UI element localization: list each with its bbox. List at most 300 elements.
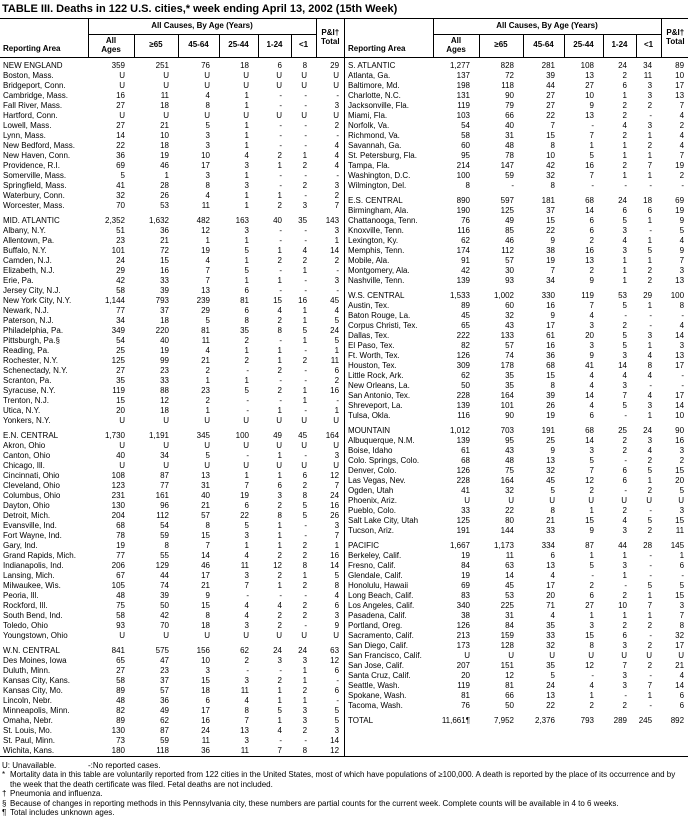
- value-cell: 27: [585, 80, 594, 90]
- value-cell: 7: [679, 150, 685, 160]
- value-cell: -: [336, 285, 340, 295]
- value-cell: 2: [302, 610, 308, 620]
- value-cell: 19: [546, 255, 555, 265]
- reporting-area-cell: Norfolk, Va.: [348, 120, 390, 130]
- value-cell: 24: [546, 680, 555, 690]
- value-cell: U: [508, 495, 514, 505]
- value-cell: 3: [679, 445, 685, 455]
- value-cell: 2: [277, 315, 282, 325]
- value-cell: 24: [116, 255, 125, 265]
- reporting-area-cell: Cambridge, Mass.: [3, 90, 68, 100]
- value-cell: 17: [201, 570, 210, 580]
- value-cell: 1: [244, 100, 249, 110]
- value-cell: 40: [273, 215, 282, 225]
- reporting-area-cell: Akron, Ohio: [3, 440, 46, 450]
- reporting-area-cell: San Francisco, Calif.: [348, 650, 422, 660]
- value-cell: 3: [589, 320, 594, 330]
- value-cell: 21: [201, 355, 210, 365]
- value-cell: U: [119, 440, 125, 450]
- value-cell: 7: [622, 390, 627, 400]
- value-cell: 2: [205, 365, 210, 375]
- value-cell: 62: [461, 235, 470, 245]
- value-cell: 8: [302, 60, 308, 70]
- value-cell: 27: [116, 120, 125, 130]
- value-cell: 1: [277, 245, 282, 255]
- city-row: [345, 526, 688, 536]
- value-cell: 15: [201, 600, 210, 610]
- col-header-under1: <1: [291, 34, 316, 57]
- value-cell: 81: [505, 680, 514, 690]
- value-cell: 5: [334, 315, 340, 325]
- table-header-left: [0, 19, 344, 57]
- value-cell: 2: [622, 505, 627, 515]
- city-row: [345, 351, 688, 361]
- legend-unavailable: U: Unavailable.: [2, 760, 57, 770]
- value-cell: 78: [505, 150, 514, 160]
- value-cell: 51: [116, 225, 125, 235]
- value-cell: 33: [546, 525, 555, 535]
- value-cell: 40: [505, 120, 514, 130]
- value-cell: 7,952: [493, 715, 514, 725]
- value-cell: 14: [330, 735, 340, 745]
- value-cell: 10: [585, 90, 594, 100]
- value-cell: -: [649, 110, 653, 120]
- value-cell: 2: [334, 190, 340, 200]
- value-cell: U: [204, 460, 210, 470]
- value-cell: 17: [675, 390, 685, 400]
- value-cell: 1: [622, 265, 627, 275]
- value-cell: 27: [116, 365, 125, 375]
- value-cell: 15: [675, 515, 685, 525]
- reporting-area-cell: Long Beach, Calif.: [348, 590, 414, 600]
- value-cell: U: [204, 415, 210, 425]
- value-cell: 8: [164, 540, 169, 550]
- value-cell: 2,376: [534, 715, 555, 725]
- value-cell: 4: [679, 235, 685, 245]
- reporting-area-cell: Baton Rouge, La.: [348, 310, 411, 320]
- reporting-area-cell: Utica, N.Y.: [3, 405, 41, 415]
- value-cell: 39: [546, 390, 555, 400]
- value-cell: 3: [277, 655, 282, 665]
- reporting-area-cell: Youngstown, Ohio: [3, 630, 68, 640]
- value-cell: 793: [580, 715, 594, 725]
- value-cell: 4: [647, 370, 653, 380]
- value-cell: 4: [622, 120, 627, 130]
- value-cell: -: [279, 235, 282, 245]
- value-cell: 1: [302, 675, 308, 685]
- value-cell: 36: [201, 745, 210, 755]
- value-cell: 1: [205, 235, 210, 245]
- value-cell: 58: [116, 675, 125, 685]
- city-row: [0, 246, 344, 256]
- value-cell: 2: [277, 255, 282, 265]
- value-cell: 9: [205, 590, 210, 600]
- value-cell: 1: [647, 340, 653, 350]
- city-row: [0, 366, 344, 376]
- value-cell: 3: [244, 530, 249, 540]
- value-cell: 7: [205, 540, 210, 550]
- value-cell: 330: [541, 290, 555, 300]
- value-cell: 34: [546, 275, 555, 285]
- value-cell: 2: [277, 150, 282, 160]
- value-cell: 4: [205, 255, 210, 265]
- value-cell: U: [646, 650, 653, 660]
- value-cell: U: [276, 80, 282, 90]
- value-cell: 74: [505, 350, 514, 360]
- value-cell: 5: [589, 150, 594, 160]
- reporting-area-cell: Yonkers, N.Y.: [3, 415, 51, 425]
- value-cell: 34: [160, 450, 169, 460]
- table-header-right: [345, 19, 688, 57]
- reporting-area-cell: Allentown, Pa.: [3, 235, 55, 245]
- value-cell: 11: [201, 735, 210, 745]
- reporting-area-cell: Honolulu, Hawaii: [348, 580, 409, 590]
- reporting-area-cell: St. Louis, Mo.: [3, 725, 52, 735]
- value-cell: 70: [160, 620, 169, 630]
- value-cell: 2: [679, 120, 685, 130]
- value-cell: -: [649, 560, 653, 570]
- value-cell: 10: [546, 150, 555, 160]
- city-row: [345, 661, 688, 671]
- section-total-row: [345, 426, 688, 436]
- value-cell: 1: [622, 170, 627, 180]
- value-cell: 76: [461, 215, 470, 225]
- value-cell: 18: [201, 620, 210, 630]
- value-cell: 2: [334, 375, 340, 385]
- value-cell: 11: [675, 525, 685, 535]
- reporting-area-cell: Montgomery, Ala.: [348, 265, 410, 275]
- value-cell: -: [304, 90, 308, 100]
- value-cell: 2: [302, 685, 308, 695]
- value-cell: 6: [622, 475, 627, 485]
- value-cell: 3: [302, 705, 308, 715]
- table-body-right: [345, 57, 688, 726]
- value-cell: 18: [160, 100, 169, 110]
- city-row: [345, 506, 688, 516]
- value-cell: 19: [240, 490, 249, 500]
- reporting-area-cell: Salt Lake City, Utah: [348, 515, 419, 525]
- value-cell: -: [304, 365, 308, 375]
- city-row: [345, 701, 688, 711]
- value-cell: 4: [679, 670, 685, 680]
- city-row: [0, 631, 344, 641]
- value-cell: 17: [546, 320, 555, 330]
- value-cell: 1,144: [104, 295, 125, 305]
- value-cell: 72: [160, 245, 169, 255]
- value-cell: 72: [505, 70, 514, 80]
- value-cell: 36: [160, 225, 169, 235]
- value-cell: 62: [160, 715, 169, 725]
- value-cell: 1: [302, 335, 308, 345]
- col-header-25-44: 25-44: [219, 34, 258, 57]
- city-row: [0, 131, 344, 141]
- value-cell: 2: [647, 485, 653, 495]
- value-cell: 6: [622, 465, 627, 475]
- value-cell: -: [279, 100, 282, 110]
- value-cell: 39: [160, 590, 169, 600]
- value-cell: 6: [589, 215, 594, 225]
- value-cell: 9: [550, 310, 555, 320]
- value-cell: 1: [622, 570, 627, 580]
- value-cell: U: [646, 495, 653, 505]
- value-cell: 1: [622, 610, 627, 620]
- value-cell: 3: [647, 120, 653, 130]
- value-cell: -: [649, 700, 653, 710]
- reporting-area-cell: Houston, Tex.: [348, 360, 397, 370]
- value-cell: 42: [160, 610, 169, 620]
- value-cell: 3: [244, 735, 249, 745]
- value-cell: 3: [679, 265, 685, 275]
- value-cell: 125: [456, 515, 470, 525]
- value-cell: 1: [205, 405, 210, 415]
- reporting-area-cell: Camden, N.J.: [3, 255, 52, 265]
- value-cell: 18: [201, 685, 210, 695]
- value-cell: 57: [201, 510, 210, 520]
- city-row: [0, 491, 344, 501]
- value-cell: 8: [244, 705, 249, 715]
- value-cell: 892: [670, 715, 685, 725]
- value-cell: 66: [505, 690, 514, 700]
- value-cell: 5: [679, 580, 685, 590]
- reporting-area-cell: Denver, Colo.: [348, 465, 397, 475]
- value-cell: 43: [505, 320, 514, 330]
- value-cell: 4: [244, 600, 249, 610]
- reporting-area-cell: Minneapolis, Minn.: [3, 705, 70, 715]
- section-total-row: [0, 216, 344, 226]
- value-cell: 6: [647, 205, 653, 215]
- value-cell: 16: [330, 500, 340, 510]
- value-cell: 5: [302, 500, 308, 510]
- value-cell: 40: [116, 450, 125, 460]
- value-cell: 48: [116, 590, 125, 600]
- value-cell: -: [681, 180, 685, 190]
- value-cell: 14: [330, 245, 340, 255]
- value-cell: 8: [277, 510, 282, 520]
- value-cell: 59: [160, 735, 169, 745]
- reporting-area-cell: Chicago, Ill.: [3, 460, 45, 470]
- value-cell: 34: [116, 315, 125, 325]
- value-cell: 1: [277, 685, 282, 695]
- value-cell: 4: [647, 445, 653, 455]
- value-cell: 5: [679, 225, 685, 235]
- reporting-area-cell: Chattanooga, Tenn.: [348, 215, 418, 225]
- value-cell: 7: [647, 160, 653, 170]
- value-cell: 6: [622, 630, 627, 640]
- value-cell: 1: [277, 540, 282, 550]
- value-cell: 2: [647, 100, 653, 110]
- value-cell: 7: [647, 680, 653, 690]
- city-row: [0, 746, 344, 756]
- value-cell: 6: [334, 365, 340, 375]
- value-cell: 42: [461, 265, 470, 275]
- value-cell: 11: [643, 70, 653, 80]
- reporting-area-cell: Nashville, Tenn.: [348, 275, 405, 285]
- value-cell: 1: [244, 470, 249, 480]
- value-cell: 2: [622, 620, 627, 630]
- reporting-area-cell: Philadelphia, Pa.: [3, 325, 64, 335]
- value-cell: 17: [201, 160, 210, 170]
- value-cell: 116: [457, 410, 470, 420]
- value-cell: 2: [244, 335, 249, 345]
- value-cell: 4: [589, 400, 594, 410]
- reporting-area-cell: Sacramento, Calif.: [348, 630, 414, 640]
- value-cell: 1: [622, 550, 627, 560]
- value-cell: -: [246, 405, 249, 415]
- value-cell: 5: [205, 120, 210, 130]
- reporting-area-cell: Santa Cruz, Calif.: [348, 670, 411, 680]
- value-cell: 5: [622, 400, 627, 410]
- city-row: [0, 91, 344, 101]
- value-cell: 16: [201, 715, 210, 725]
- value-cell: 164: [500, 475, 514, 485]
- value-cell: 1: [244, 375, 249, 385]
- value-cell: 42: [116, 275, 125, 285]
- value-cell: 8: [589, 640, 594, 650]
- reporting-area-cell: San Diego, Calif.: [348, 640, 409, 650]
- value-cell: 22: [546, 110, 555, 120]
- value-cell: -: [279, 375, 282, 385]
- city-row: [0, 171, 344, 181]
- value-cell: 7: [550, 265, 555, 275]
- value-cell: 4: [244, 610, 249, 620]
- value-cell: 3: [334, 520, 340, 530]
- city-row: [0, 416, 344, 426]
- value-cell: 1: [244, 130, 249, 140]
- value-cell: 58: [116, 610, 125, 620]
- reporting-area-cell: Scranton, Pa.: [3, 375, 52, 385]
- value-cell: 27: [585, 600, 594, 610]
- reporting-area-cell: Duluth, Minn.: [3, 665, 51, 675]
- value-cell: 206: [111, 560, 125, 570]
- value-cell: 4: [205, 190, 210, 200]
- value-cell: 116: [457, 225, 470, 235]
- value-cell: 22: [505, 505, 514, 515]
- value-cell: 58: [461, 130, 470, 140]
- city-row: [345, 121, 688, 131]
- value-cell: 2: [589, 485, 594, 495]
- value-cell: 90: [505, 410, 514, 420]
- value-cell: 19: [675, 160, 685, 170]
- reporting-area-cell: Peoria, Ill.: [3, 590, 39, 600]
- city-row: [0, 71, 344, 81]
- value-cell: 5: [302, 510, 308, 520]
- value-cell: 14: [585, 435, 594, 445]
- value-cell: 890: [456, 195, 470, 205]
- reporting-area-cell: Tampa, Fla.: [348, 160, 390, 170]
- value-cell: 1: [244, 235, 249, 245]
- reporting-area-cell: Trenton, N.J.: [3, 395, 49, 405]
- value-cell: 6: [277, 60, 282, 70]
- value-cell: 4: [647, 350, 653, 360]
- value-cell: -: [624, 485, 627, 495]
- reporting-area-cell: New Orleans, La.: [348, 380, 410, 390]
- value-cell: U: [464, 650, 470, 660]
- city-row: [0, 266, 344, 276]
- value-cell: 7: [589, 465, 594, 475]
- value-cell: 9: [589, 525, 594, 535]
- value-cell: 20: [546, 590, 555, 600]
- value-cell: 112: [156, 510, 169, 520]
- value-cell: 21: [675, 660, 685, 670]
- value-cell: -: [681, 380, 685, 390]
- value-cell: 60: [461, 140, 470, 150]
- city-row: [345, 466, 688, 476]
- value-cell: 130: [111, 500, 125, 510]
- value-cell: 222: [456, 330, 470, 340]
- value-cell: 21: [201, 580, 210, 590]
- value-cell: 55: [160, 550, 169, 560]
- value-cell: 841: [111, 645, 125, 655]
- value-cell: 4: [244, 150, 249, 160]
- city-row: [0, 561, 344, 571]
- city-row: [345, 301, 688, 311]
- value-cell: 93: [505, 275, 514, 285]
- value-cell: 30: [505, 265, 514, 275]
- value-cell: 1: [334, 540, 340, 550]
- value-cell: 23: [201, 385, 210, 395]
- value-cell: 703: [500, 425, 514, 435]
- value-cell: 5: [647, 580, 653, 590]
- value-cell: 14: [201, 550, 210, 560]
- value-cell: 66: [505, 110, 514, 120]
- value-cell: 14: [330, 560, 340, 570]
- value-cell: 100: [456, 170, 470, 180]
- value-cell: 5: [622, 330, 627, 340]
- value-cell: -: [279, 265, 282, 275]
- reporting-area-cell: MOUNTAIN: [348, 425, 391, 435]
- value-cell: 137: [456, 70, 470, 80]
- value-cell: 1: [647, 215, 653, 225]
- value-cell: 2: [647, 455, 653, 465]
- value-cell: 118: [156, 745, 169, 755]
- value-cell: U: [119, 415, 125, 425]
- value-cell: 40: [201, 490, 210, 500]
- table-body-left: [0, 57, 344, 756]
- reporting-area-cell: Providence, R.I.: [3, 160, 60, 170]
- value-cell: 8: [550, 505, 555, 515]
- reporting-area-cell: Lowell, Mass.: [3, 120, 52, 130]
- value-cell: 17: [675, 640, 685, 650]
- reporting-area-cell: San Jose, Calif.: [348, 660, 405, 670]
- reporting-area-cell: Paterson, N.J.: [3, 315, 54, 325]
- value-cell: 63: [505, 560, 514, 570]
- reporting-area-cell: Phoenix, Ariz.: [348, 495, 397, 505]
- value-cell: U: [333, 440, 340, 450]
- value-cell: 7: [205, 265, 210, 275]
- value-cell: U: [549, 495, 555, 505]
- value-cell: 10: [675, 410, 685, 420]
- value-cell: 2: [647, 640, 653, 650]
- value-cell: 1,632: [148, 215, 169, 225]
- value-cell: 25: [546, 435, 555, 445]
- reporting-area-cell: Milwaukee, Wis.: [3, 580, 61, 590]
- value-cell: 13: [585, 70, 594, 80]
- value-cell: 1: [244, 170, 249, 180]
- value-cell: 13: [546, 455, 555, 465]
- value-cell: 7: [205, 275, 210, 285]
- value-cell: 1: [244, 345, 249, 355]
- city-row: [0, 111, 344, 121]
- value-cell: 126: [456, 465, 470, 475]
- value-cell: 1,667: [449, 540, 470, 550]
- value-cell: 16: [585, 245, 594, 255]
- value-cell: 1: [244, 540, 249, 550]
- value-cell: 1: [277, 405, 282, 415]
- value-cell: 69: [675, 195, 685, 205]
- value-cell: 1: [302, 305, 308, 315]
- value-cell: 69: [116, 160, 125, 170]
- value-cell: 60: [505, 300, 514, 310]
